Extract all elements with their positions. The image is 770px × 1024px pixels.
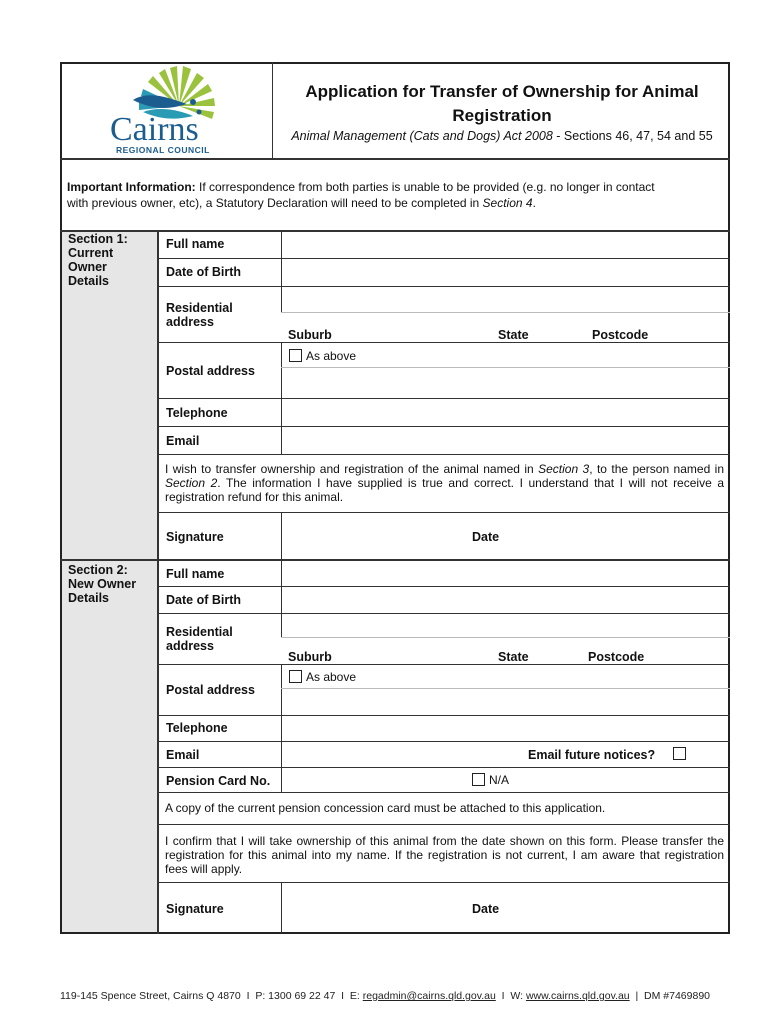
divider: [157, 398, 730, 399]
divider: [157, 824, 730, 825]
s2-signature-field[interactable]: [283, 884, 469, 931]
s2-postal-input[interactable]: [283, 690, 727, 714]
footer: 119-145 Spence Street, Cairns Q 4870 I P: 1300 69 22 47 I E: regadmin@cairns.qld.gov.au I W: www.cairns.qld.gov.au | DM #7469890: [59, 990, 711, 1002]
page-title-line2: Registration: [452, 106, 552, 125]
s2-email-label: Email: [166, 748, 200, 762]
s2-na-label: N/A: [489, 773, 510, 787]
s1-email-label: Email: [166, 434, 200, 448]
page-title: [274, 80, 730, 128]
header-bottom-line: [60, 158, 730, 160]
s2-full-name-label: Full name: [166, 567, 225, 581]
divider: [281, 367, 730, 368]
left-column-divider: [157, 230, 159, 934]
section1-title: Section 1: Current Owner Details: [68, 232, 128, 288]
s2-dob-label: Date of Birth: [166, 593, 241, 607]
divider: [157, 286, 730, 287]
s2-as-above-checkbox[interactable]: [289, 670, 302, 683]
s1-date-field[interactable]: [505, 514, 727, 558]
logo-subtitle: REGIONAL COUNCIL: [116, 145, 210, 155]
s1-residential-input[interactable]: [283, 288, 727, 311]
divider: [157, 512, 730, 513]
s1-email-input[interactable]: [283, 428, 727, 453]
divider: [281, 688, 730, 689]
s2-signature-label: Signature: [166, 902, 224, 916]
important-text-1: If correspondence from both parties is unable to be provided (e.g. no longer in contact: [195, 180, 655, 194]
s2-telephone-label: Telephone: [166, 721, 228, 735]
page-title-line1: Application for Transfer of Ownership for Animal: [305, 82, 699, 101]
s1-dob-input[interactable]: [283, 260, 727, 285]
s2-email-input[interactable]: [283, 743, 523, 766]
divider: [157, 767, 730, 768]
s2-field-divider-b: [281, 664, 282, 792]
footer-address: 119-145 Spence Street, Cairns Q 4870: [59, 990, 241, 1002]
logo-wordmark: Cairns: [110, 111, 199, 148]
s1-telephone-input[interactable]: [283, 400, 727, 425]
divider: [157, 454, 730, 455]
s2-field-divider-a: [281, 559, 282, 637]
s1-as-above-checkbox[interactable]: [289, 349, 302, 362]
s1-dob-label: Date of Birth: [166, 265, 241, 279]
s1-signature-divider: [281, 512, 282, 559]
s2-suburb-label: Suburb: [288, 650, 332, 664]
s1-declaration: I wish to transfer ownership and registration of the animal named in Section 3, to the person named in Section 2. The information I have supplied is true and correct. I understand that I will not receive a registration refund for this animal.: [165, 462, 724, 504]
important-label: Important Information:: [67, 180, 196, 194]
s2-signature-divider: [281, 882, 282, 933]
divider: [157, 882, 730, 883]
divider: [157, 586, 730, 587]
s2-date-label: Date: [472, 902, 500, 916]
s2-email-future-label: Email future notices?: [528, 748, 656, 762]
s2-date-field[interactable]: [505, 884, 727, 931]
s1-state-label: State: [498, 328, 529, 342]
divider: [157, 664, 730, 665]
s2-telephone-input[interactable]: [283, 717, 727, 740]
s2-pension-note: A copy of the current pension concession card must be attached to this application.: [165, 801, 606, 815]
act-name: Animal Management (Cats and Dogs) Act 2008: [291, 129, 553, 143]
important-text-2: with previous owner, etc), a Statutory Declaration will need to be completed in: [67, 196, 483, 210]
section2-title: Section 2: New Owner Details: [68, 563, 137, 605]
s2-full-name-input[interactable]: [283, 561, 727, 585]
footer-doc-number: | DM #7469890: [629, 990, 711, 1002]
s1-residential-label: Residential address: [166, 301, 233, 329]
important-information: Important Information: If correspondence from both parties is unable to be provided (e.g. no longer in contact with previous owner, etc), a Statutory Declaration will need to be completed in Section 4.: [67, 180, 655, 210]
s2-pension-label: Pension Card No.: [166, 774, 271, 788]
divider: [281, 312, 730, 313]
s1-signature-label: Signature: [166, 530, 224, 544]
act-sections: - Sections 46, 47, 54 and 55: [552, 129, 713, 143]
s1-as-above-label: As above: [306, 349, 357, 363]
s1-full-name-input[interactable]: [283, 232, 727, 257]
s2-residential-input[interactable]: [283, 615, 727, 636]
divider: [157, 613, 730, 614]
s2-residential-label: Residential address: [166, 625, 233, 653]
s2-postal-label: Postal address: [166, 683, 255, 697]
s1-signature-field[interactable]: [283, 514, 469, 558]
divider: [157, 426, 730, 427]
header-divider: [272, 62, 273, 158]
act-reference: [274, 129, 730, 143]
s2-email-future-checkbox[interactable]: [673, 747, 686, 760]
s1-full-name-label: Full name: [166, 237, 225, 251]
footer-email-link[interactable]: regadmin@cairns.qld.gov.au: [362, 990, 496, 1002]
s2-na-checkbox[interactable]: [472, 773, 485, 786]
s1-postal-input[interactable]: [283, 369, 727, 396]
s1-suburb-label: Suburb: [288, 328, 332, 342]
s2-pension-input[interactable]: [283, 769, 467, 791]
s2-dob-input[interactable]: [283, 588, 727, 612]
divider: [157, 792, 730, 793]
divider: [281, 637, 730, 638]
s1-telephone-label: Telephone: [166, 406, 228, 420]
divider: [157, 342, 730, 343]
s2-as-above-label: As above: [306, 670, 357, 684]
divider: [157, 715, 730, 716]
s2-confirmation: I confirm that I will take ownership of this animal from the date shown on this form. Please transfer the registration for this animal into my name. If the registration is not current, I am aware that registration fees will apply.: [165, 834, 724, 876]
council-logo: [96, 63, 246, 157]
important-section-ref: Section 4: [482, 196, 533, 210]
s1-field-divider-a: [281, 230, 282, 312]
divider: [157, 741, 730, 742]
s1-postcode-label: Postcode: [592, 328, 649, 342]
s1-date-label: Date: [472, 530, 500, 544]
divider: [157, 258, 730, 259]
footer-web-link[interactable]: www.cairns.qld.gov.au: [525, 990, 630, 1002]
s1-postal-label: Postal address: [166, 364, 255, 378]
s2-state-label: State: [498, 650, 529, 664]
s2-postcode-label: Postcode: [588, 650, 645, 664]
